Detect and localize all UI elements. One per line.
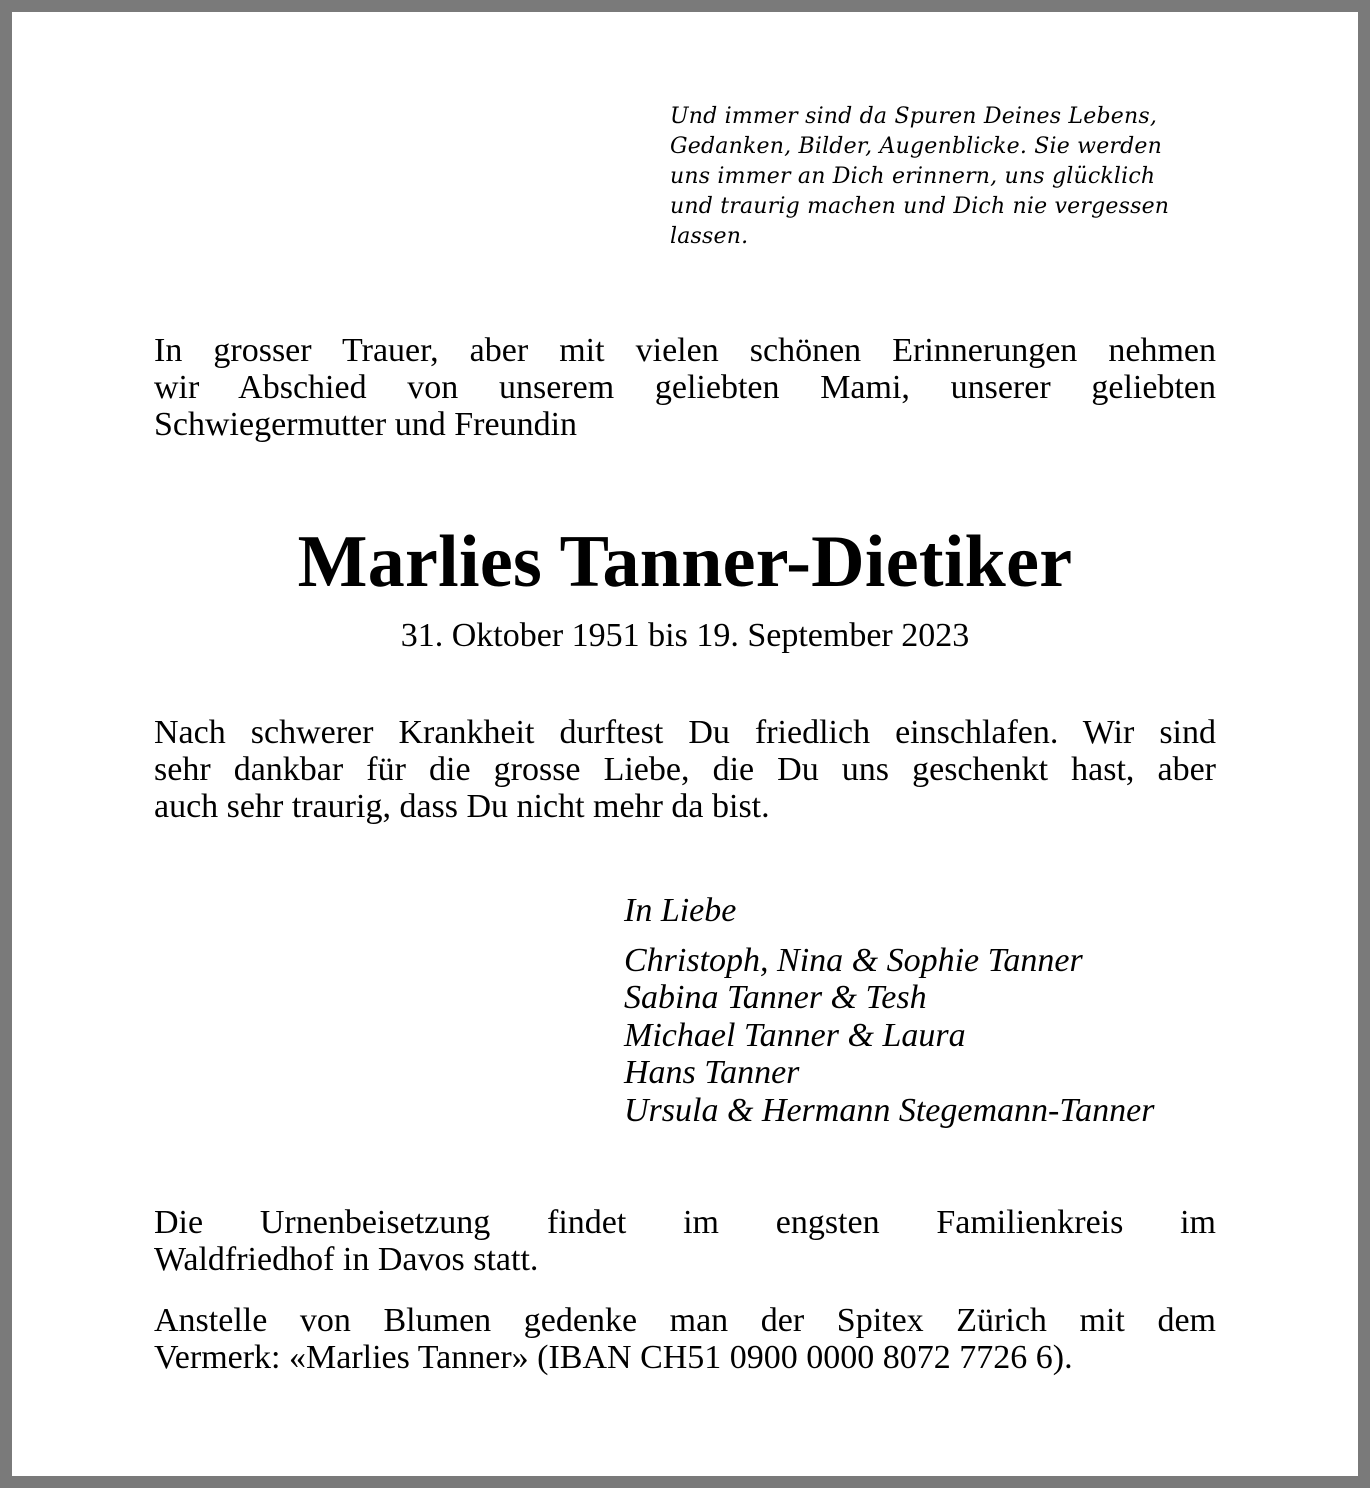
signature-greeting: In Liebe [624,892,737,929]
motto-line: und traurig machen und Dich nie vergessen [670,194,1170,219]
motto-line: lassen. [670,224,749,249]
motto-line: Und immer sind da Spuren Deines Lebens, [670,104,1158,129]
donation-line: Anstelle von Blumen gedenke man der Spitex Zürich mit dem [154,1302,1216,1339]
message-line: Nach schwerer Krankheit durftest Du friedlich einschlafen. Wir sind [154,714,1216,751]
motto-quote [670,102,1190,252]
deceased-name: Marlies Tanner-Dietiker [297,521,1073,603]
intro-paragraph [154,332,1216,443]
obituary-page [12,12,1358,1476]
message-line: sehr dankbar für die grosse Liebe, die Du uns geschenkt hast, aber [154,751,1216,788]
life-dates: 31. Oktober 1951 bis 19. September 2023 [400,617,970,654]
funeral-line: Waldfriedhof in Davos statt. [154,1241,539,1278]
mourner-name: Christoph, Nina & Sophie Tanner [624,941,1083,979]
mourner-name: Sabina Tanner & Tesh [624,979,927,1016]
intro-line: Schwiegermutter und Freundin [154,406,578,443]
signature-block [624,892,1244,1129]
donation-line: Vermerk: «Marlies Tanner» (IBAN CH51 0900 0000 8072 7726 6). [154,1339,1073,1376]
message-paragraph [154,714,1216,825]
motto-line: Gedanken, Bilder, Augenblicke. Sie werden [670,134,1162,159]
motto-line: uns immer an Dich erinnern, uns glücklich [670,164,1156,189]
funeral-paragraph [154,1204,1216,1278]
mourner-name: Hans Tanner [624,1054,800,1091]
donation-paragraph [154,1302,1216,1376]
funeral-line: Die Urnenbeisetzung findet im engsten Familienkreis im [154,1204,1216,1241]
mourner-name: Michael Tanner & Laura [624,1016,966,1054]
mourner-name: Ursula & Hermann Stegemann-Tanner [624,1091,1155,1129]
intro-line: wir Abschied von unserem geliebten Mami, unserer geliebten [154,369,1216,406]
intro-line: In grosser Trauer, aber mit vielen schönen Erinnerungen nehmen [154,332,1216,369]
message-line: auch sehr traurig, dass Du nicht mehr da bist. [154,788,770,825]
